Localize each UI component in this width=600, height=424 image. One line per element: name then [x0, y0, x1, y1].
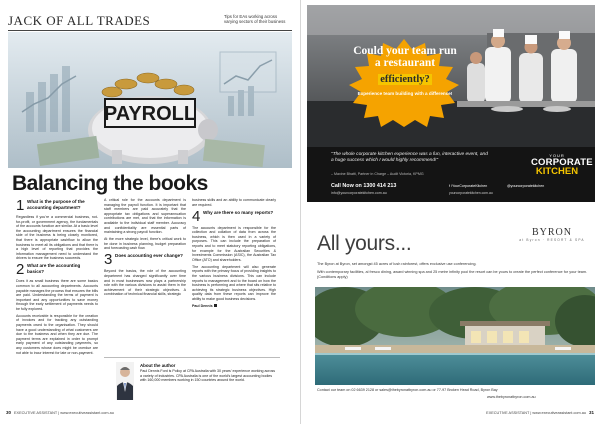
desc-line-1: The Byron at Byron, set amongst 45 acres of lush rainforest, offers exclusive use conferencing.	[317, 262, 477, 266]
resort-pool-photo	[315, 287, 595, 385]
corporate-kitchen-ad	[307, 5, 595, 202]
article-column-1	[16, 198, 98, 358]
website-url[interactable]: www.thebyronatbyron.com.au	[487, 395, 536, 399]
brand-name: BYRON	[531, 227, 572, 238]
body-paragraph: Does it as small business there are some basics common to all accounting departments. Accounts payable manages the process that ensures the bills are paid. Understanding the terms of payment is important and any opportunities to save money through the early settlement of payments needs to be fully explored.	[16, 279, 98, 311]
question-heading: What are the accounting basics?	[27, 263, 81, 274]
question-3	[104, 253, 186, 267]
body-paragraph: Regardless if you're a commercial business, not-for-profit, or government agency, the fundamentals of the accounts function are similar. At a basic level the accounting department ensures the financial side of the business is being closely monitored, that there is appropriate cashflow to allow the business to meet all its obligations and that there is a high level of reporting that provides the information management need to understand the drivers to ensure the business succeeds.	[16, 215, 98, 261]
author-photo	[116, 362, 134, 400]
burst-heading: Could your team run a restaurant	[353, 45, 457, 69]
end-mark	[214, 304, 217, 307]
testimonial-band	[307, 147, 595, 202]
payroll-sign-text: PAYROLL	[103, 103, 197, 125]
body-paragraph: business skills and an ability to communicate clearly are required.	[192, 198, 276, 207]
logo-line-1: YOUR	[549, 153, 565, 158]
question-heading: What is the purpose of the accounting department?	[27, 199, 85, 210]
author-bio: Paul Dennis Ford is Policy at CPA Australia with 30 years' experience working across a variety of industries. CPA Australia is one of the world's largest accounting bodies with 160,000 members working in 150 countries around the world.	[140, 369, 276, 382]
question-heading: Why are there so many reports?	[203, 209, 274, 215]
call-number[interactable]: Call Now on 1300 414 213	[331, 183, 397, 189]
facebook-link[interactable]: f /YourCorporateKitchen	[449, 184, 488, 188]
body-paragraph: At the more strategic level, there's critical work to be done in business planning, budget preparation and forecasting cash flow.	[104, 237, 186, 251]
logo-line-2: CORPORATE	[531, 157, 593, 168]
author-heading: About the author	[140, 363, 176, 368]
byron-logo	[517, 227, 587, 242]
article-column-3	[192, 198, 276, 311]
ad-description	[317, 262, 589, 283]
payroll-illustration	[8, 32, 292, 168]
section-rule	[8, 30, 292, 31]
question-heading: Does accounting ever change?	[115, 253, 183, 259]
body-paragraph: A critical role for the accounts department is managing the payroll function. It is important that staff members are paid accurately that the appropriate tax obligations and superannuation contributions are met, and that the information is available to the individual staff member. Accuracy and confidentiality are essential parts of maintaining a strong payroll function.	[104, 198, 186, 235]
body-paragraph: Beyond the basics, the role of the accounting department has changed significantly over time and in most businesses now plays a partnership role with the various divisions to assist them in the achievement of their strategic objectives. A combination of technical financial skills, strategic	[104, 269, 186, 297]
page-number: 31	[588, 410, 594, 415]
question-4	[192, 207, 276, 225]
testimonial-author: – Maxine Bhatti, Partner in Charge – Audit Victoria, KPMG	[331, 172, 424, 176]
folio-left	[6, 410, 114, 415]
body-paragraph: The accounts department is responsible for the collection and collation of data from across the business, which is then used in a variety of purposes. This can include the preparation of reports and to meet statutory reporting obligations, for example for the Australian Securities & Investments Commission (ASIC), the Australian Tax Office (ATO) and shareholders.	[192, 225, 276, 262]
author-sign-name: Paul Dennis	[192, 303, 213, 308]
section-tagline: Tips for EAs working across varying sectors of their business	[224, 14, 286, 25]
desc-line-2: With contemporary facilities, al fresco dining, award winning spa and 25 metre infinity pool the resort can be yours to create the perfect conference for your team. (Conditions apply)	[317, 270, 588, 279]
section-header	[8, 13, 292, 27]
brand-subtitle: at Byron · RESORT & SPA	[519, 238, 585, 242]
section-title: JACK OF ALL TRADES	[8, 13, 151, 28]
body-text: The accounting department will also generate reports with the primary focus of providing insights to the various business divisions. This can include reports to management and to the board on how the business is performing and where that sits relative to achieving its strategic business objectives. High quality data from these reports can improve the ability to make good business decisions.	[192, 264, 276, 301]
burst-highlight: efficiently?	[380, 74, 430, 85]
burst-subtext: Experience team building with a difference!	[357, 91, 453, 96]
question-2	[16, 263, 98, 277]
hero-image	[8, 32, 292, 168]
question-1	[16, 199, 98, 213]
ad-headline: All yours...	[317, 232, 412, 255]
question-number: 4	[192, 207, 201, 225]
question-number: 1	[16, 197, 25, 214]
folio-right	[486, 410, 594, 415]
contact-line[interactable]: Contact our team on 02 6639 2128 or sales@thebyronatbyron.com.au or 77-97 Broken Head Road, Byron Bay	[317, 388, 498, 392]
question-number: 3	[104, 251, 113, 269]
question-number: 2	[16, 261, 25, 279]
byron-resort-ad	[307, 207, 595, 407]
page-number: 30	[6, 410, 12, 415]
website-link[interactable]: yourcorporatekitchen.com.au	[449, 191, 493, 195]
testimonial-quote: "The whole corporate kitchen experience was a fun, interactive event, and a huge success which I would highly recommend!"	[331, 152, 488, 163]
folio-text: EXECUTIVE ASSISTANT | www.executiveassistant.com.au	[486, 411, 586, 415]
article-headline: Balancing the books	[12, 172, 208, 195]
body-paragraph: Accounts receivable is responsible for the creation of invoices and for tracking any outstanding payments owed to the organisation. They should have a good understanding of what customers are due to the business and when they are due. The payment terms are explained in order to prompt early payment of any outstanding payments, so any customers whose does might be overdue are not able to incur interest for late or non-payment.	[16, 313, 98, 355]
logo-line-3: KITCHEN	[535, 166, 579, 177]
instagram-link[interactable]: @yourcorporatekitchen	[507, 184, 545, 188]
starburst-text	[351, 45, 459, 97]
body-paragraph	[192, 265, 276, 302]
folio-text: EXECUTIVE ASSISTANT | www.executiveassistant.com.au	[14, 411, 114, 415]
article-column-2	[104, 198, 186, 299]
author-sign	[192, 304, 276, 309]
email-link[interactable]: info@yourcorporatekitchen.com.au	[331, 191, 387, 195]
your-corporate-kitchen-logo	[531, 153, 593, 183]
right-page	[300, 0, 600, 424]
author-box	[104, 357, 280, 401]
